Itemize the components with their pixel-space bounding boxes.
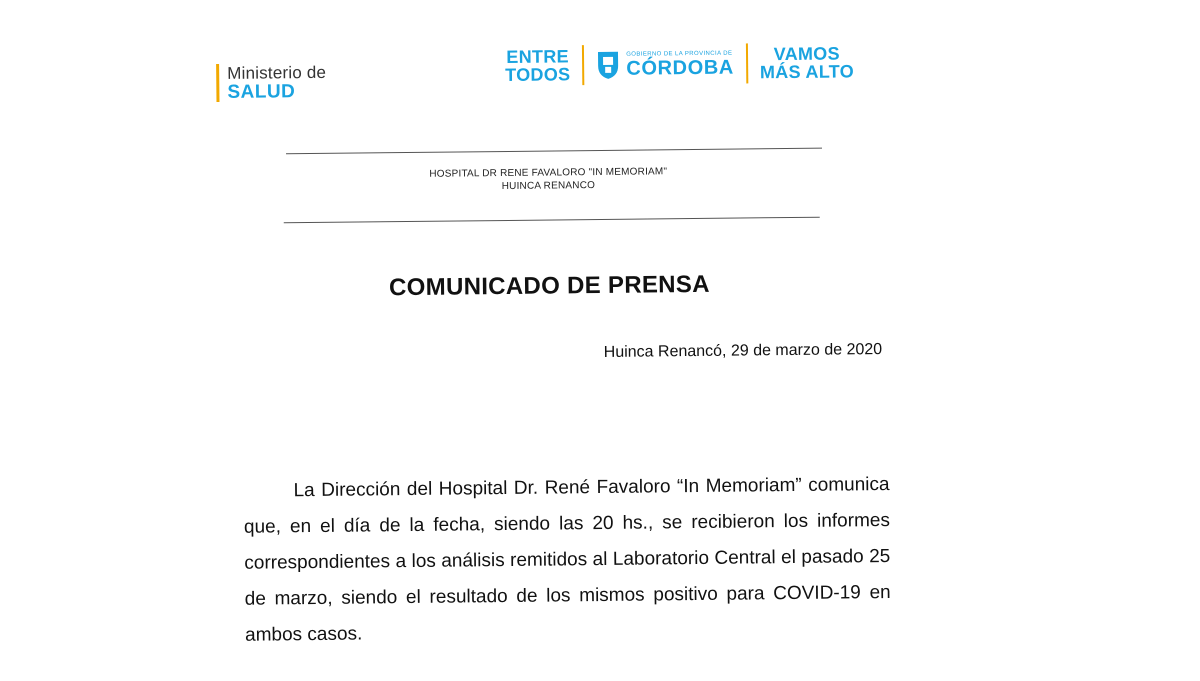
- vamos-mas-alto-logo: [760, 44, 854, 81]
- ministerio-salud-logo: [216, 63, 326, 102]
- cordoba-logo: [596, 49, 734, 80]
- logo-divider: [746, 43, 748, 83]
- document-body: La Dirección del Hospital Dr. René Favaloro “In Memoriam” comunica que, en el día de la fecha, siendo las 20 hs., se recibieron los informes correspondientes a los análisis remitidos al Laboratorio Central el pasado 25 de marzo, siendo el resultado de los mismos positivo para COVID-19 en ambos casos.: [243, 473, 891, 646]
- todos-label: TODOS: [505, 64, 571, 85]
- entre-todos-logo: [505, 47, 571, 84]
- cordoba-shield-icon: [596, 50, 620, 80]
- logo-divider: [582, 45, 584, 85]
- cordoba-label: CÓRDOBA: [626, 56, 734, 80]
- ministerio-label: Ministerio de: [227, 62, 327, 83]
- hospital-name: HOSPITAL DR RENE FAVALORO "IN MEMORIAM": [429, 166, 668, 180]
- document-date: Huinca Renancó, 29 de marzo de 2020: [603, 341, 883, 361]
- entre-label: ENTRE: [506, 46, 569, 67]
- government-logos: [505, 37, 854, 91]
- bottom-rule: [284, 217, 820, 224]
- salud-label: SALUD: [227, 81, 296, 103]
- vamos-label: VAMOS: [773, 43, 840, 65]
- cordoba-gobierno-label: GOBIERNO DE LA PROVINCIA DE: [626, 50, 733, 58]
- mas-alto-label: MÁS ALTO: [759, 61, 855, 83]
- top-rule: [286, 148, 822, 155]
- hospital-city: HUINCA RENANCO: [501, 180, 596, 193]
- document-title: COMUNICADO DE PRENSA: [388, 270, 710, 302]
